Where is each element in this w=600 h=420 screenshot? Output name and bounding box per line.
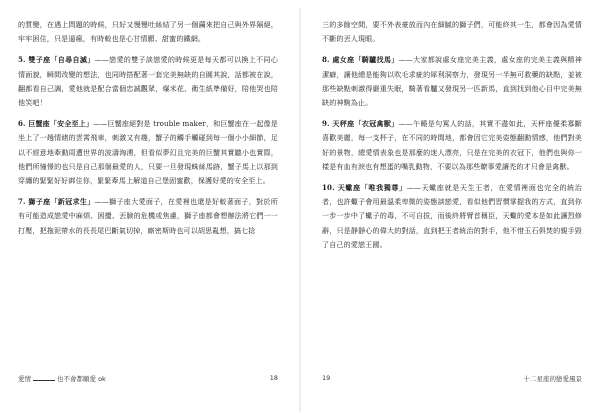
paragraph: [18, 195, 278, 238]
paragraph: [322, 117, 582, 174]
paragraph-heading: 6. 巨蟹座「安全至上」: [18, 119, 94, 129]
right-page: [322, 18, 582, 398]
paragraph: [322, 53, 582, 110]
paragraph-heading: 5. 雙子座「自尋自滅」: [18, 55, 95, 65]
page-number: 18: [269, 374, 278, 382]
paragraph-text: 的質變，在遇上問題的時候，只好又慢慢吐絲結了另一個繭來把自己與外界隔絕，牢牢困住，只是逼瘋，有時較也是心甘情願、甜蜜的鐵網。: [18, 20, 278, 44]
footer-running-title: [18, 374, 106, 383]
left-page: [18, 18, 278, 398]
paragraph: [322, 18, 582, 46]
footer-blank-line: [33, 375, 55, 381]
paragraph-heading: 10. 天蠍座「唯我獨尊」: [322, 183, 407, 193]
paragraph: [18, 117, 278, 188]
left-page-footer: [18, 374, 278, 386]
paragraph-text: ——天蠍座就是天生王者，在愛情裡面也完全的統治者，也許蠍子會用最溫柔卑微的姿態談戀愛，看似他們習慣掌握我的方式，直到你一步一步中了蠍子的毒，不可自拔，而後終將臂首稱臣，天蠍的愛本是如此讓烈修辭，只是靜靜心的偉大的對話，直到把王者統治的對手，他不惜玉石俱焚的親手毀了自己的愛戀王國。: [322, 183, 583, 249]
paragraph-text: ——午睡是句罵人的話，其實不盡如此，天秤座優柔寡斷喜歡美麗，每一支杯子，在不同的時間地，都會因它完美姿態翻動情感，他們對美好的景物，總愛情表象也是那麼的迷人漂亮，只是在完美的衣冠下，他們也與你一樣是有血有淚也有想蛋的嘴乳動物，不要以為那些瞭事愛讓禿的才只會是禽獸。: [322, 119, 582, 171]
paragraph-text: ——巨蟹座絕對是 trouble maker，和巨蟹座在一起像是坐上了一趟情緒的雲霄飛車，刺激又有趣，蟹子的觸手觸碰到每一個小小細節，足以不經意地牽動周遭世界的波濤洶湧，但看似夢幻且完美的巨蟹其實聽小也實際，他們所憧憬的也只是自己那個最愛的人，只要一旦發現蛛絲馬跡，蟹子馬上以那到穿纏的緊緊好好綁住你，緊緊牽馬上解道自己堡固蜜歡，保護好愛的安全至上。: [18, 119, 278, 186]
paragraph: [322, 181, 582, 252]
footer-running-title: 十二星座的戀愛風景: [523, 375, 582, 383]
footer-label: 愛情: [18, 375, 31, 383]
paragraph-text: ——戀愛的雙子談戀愛的時候更是每天都可以換上不同心情面貌，瞬間改變的想法，也同時搭配著一套完美無缺的自圓其說，話都被在說，翻都看自己調，愛他就是配合當個忠誠觀眾，爆米花、衛生紙準備好，陪他哭也陪他笑吧！: [18, 55, 278, 108]
paragraph-text: ——大家都說處女座完美主義，處女座的完美主義與精神潔癖，讓他總是能夠以吹毛求疵的犀利洞察力，發現另一半無可救藥的缺點，並被那些缺點刺激得嚴重失眠，騎著看驢又發現另一匹新馬，直到找到他心目中完美無缺的神駒為止。: [322, 55, 582, 108]
right-page-footer: [322, 374, 582, 386]
paragraph-heading: 9. 天秤座「衣冠禽獸」: [322, 119, 399, 129]
paragraph-text: ——獅子座大愛面子，在愛裡也還是好較著面子，對於所有可能造成戀愛中麻煩、困擾、丟臉的危機或焦慮，獅子座都會想辦法將它們一一打壓，把拖泥帶水的長長尾巴斷氣切掉，廝密斯時也可以胡思亂想，搞七捻: [18, 197, 278, 235]
book-gutter: [299, 8, 301, 412]
paragraph-heading: 7. 獅子座「新冠求生」: [18, 197, 95, 207]
paragraph: [18, 53, 278, 110]
paragraph-text: 三的多餘空間，要不外表豪放而內在細膩的獅子們，可能終其一生，都會因為愛情不斷的丟人現眼。: [322, 20, 582, 44]
paragraph: [18, 18, 278, 46]
paragraph-heading: 8. 處女座「騎驢找馬」: [322, 55, 399, 65]
page-number: 19: [322, 374, 331, 382]
footer-label-2: 也不會都願愛 ok: [57, 375, 106, 383]
